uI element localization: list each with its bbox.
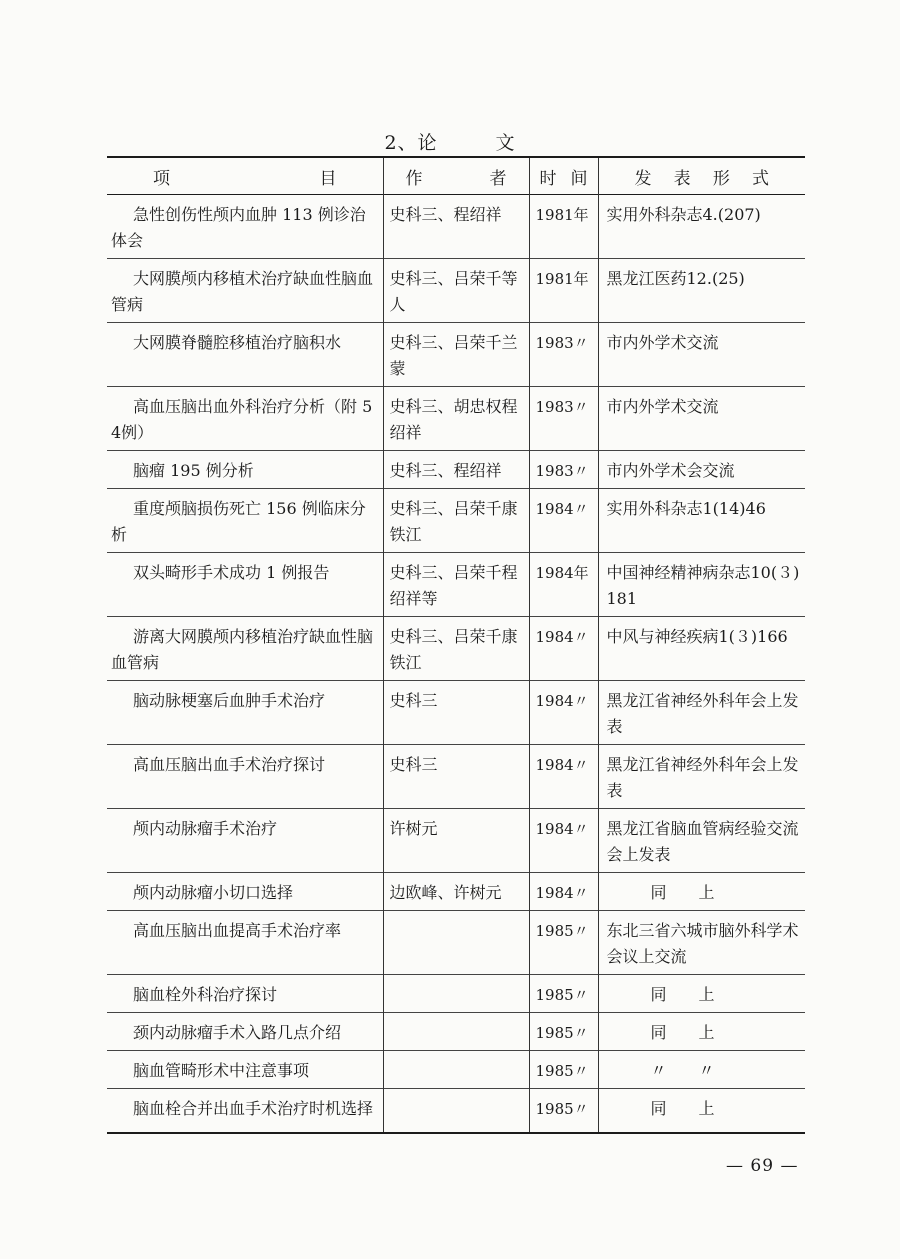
row-venue: 同 上 <box>598 873 805 911</box>
row-year: 1983〃 <box>529 323 598 387</box>
table-row <box>107 617 805 681</box>
row-author <box>383 911 529 975</box>
section-title-word: 文 <box>495 132 516 154</box>
row-year: 1984〃 <box>529 681 598 745</box>
row-title: 脑血栓合并出血手术治疗时机选择 <box>133 1099 374 1118</box>
row-title: 双头畸形手术成功 1 例报告 <box>133 563 330 582</box>
row-year: 1984〃 <box>529 873 598 911</box>
table-row <box>107 451 805 489</box>
row-year: 1985〃 <box>529 1089 598 1133</box>
table-row <box>107 323 805 387</box>
row-author <box>383 1089 529 1133</box>
row-venue: 黑龙江省神经外科年会上发表 <box>598 745 805 809</box>
row-author <box>383 1051 529 1089</box>
row-author: 史科三、吕荣千康铁江 <box>383 617 529 681</box>
header-item: 项 目 <box>153 168 337 189</box>
table-row <box>107 1089 805 1133</box>
row-year: 1983〃 <box>529 451 598 489</box>
row-year: 1984〃 <box>529 489 598 553</box>
row-title: 大网膜颅内移植术治疗缺血性脑血管病 <box>111 269 374 314</box>
row-venue: 市内外学术交流 <box>598 387 805 451</box>
row-author: 史科三、吕荣千程绍祥等 <box>383 553 529 617</box>
row-venue: 同 上 <box>598 1089 805 1133</box>
table-row <box>107 195 805 259</box>
row-year: 1984年 <box>529 553 598 617</box>
row-title: 脑血栓外科治疗探讨 <box>133 985 278 1004</box>
row-venue: 东北三省六城市脑外科学术会议上交流 <box>598 911 805 975</box>
row-venue: 市内外学术交流 <box>598 323 805 387</box>
table-row <box>107 975 805 1013</box>
row-author <box>383 1013 529 1051</box>
header-author: 作 者 <box>383 157 529 195</box>
table-row <box>107 387 805 451</box>
page-number: — 69 — <box>726 1156 799 1176</box>
row-year: 1985〃 <box>529 975 598 1013</box>
header-venue: 发 表 形 式 <box>598 157 805 195</box>
row-title: 重度颅脑损伤死亡 156 例临床分析 <box>111 499 366 544</box>
row-title: 颅内动脉瘤小切口选择 <box>133 883 294 902</box>
row-title: 脑血管畸形术中注意事项 <box>133 1061 310 1080</box>
row-author: 史科三、吕荣千兰 蒙 <box>383 323 529 387</box>
row-venue: 中国神经精神病杂志10(３)181 <box>598 553 805 617</box>
table-row <box>107 681 805 745</box>
row-year: 1983〃 <box>529 387 598 451</box>
row-author: 史科三、程绍祥 <box>383 195 529 259</box>
row-venue: 中风与神经疾病1(３)166 <box>598 617 805 681</box>
row-venue: 黑龙江省脑血管病经验交流会上发表 <box>598 809 805 873</box>
row-title: 脑动脉梗塞后血肿手术治疗 <box>133 691 326 710</box>
section-title <box>0 128 900 155</box>
row-year: 1981年 <box>529 195 598 259</box>
row-author: 史科三 <box>383 681 529 745</box>
row-author: 边欧峰、许树元 <box>383 873 529 911</box>
row-venue: 〃 〃 <box>598 1051 805 1089</box>
row-author: 许树元 <box>383 809 529 873</box>
row-venue: 实用外科杂志1(14)46 <box>598 489 805 553</box>
table-row <box>107 259 805 323</box>
row-year: 1984〃 <box>529 745 598 809</box>
table-row <box>107 489 805 553</box>
row-title: 游离大网膜颅内移植治疗缺血性脑血管病 <box>111 627 374 672</box>
row-year: 1984〃 <box>529 617 598 681</box>
row-title: 高血压脑出血提高手术治疗率 <box>133 921 342 940</box>
table-row <box>107 553 805 617</box>
row-year: 1981年 <box>529 259 598 323</box>
row-year: 1985〃 <box>529 1051 598 1089</box>
row-title: 大网膜脊髓腔移植治疗脑积水 <box>133 333 342 352</box>
table-row <box>107 1013 805 1051</box>
table-row <box>107 745 805 809</box>
row-title: 急性创伤性颅内血肿 113 例诊治体会 <box>111 205 366 250</box>
table-row <box>107 1051 805 1089</box>
header-time: 时 间 <box>529 157 598 195</box>
row-venue: 同 上 <box>598 1013 805 1051</box>
table-row <box>107 911 805 975</box>
publications-table <box>107 156 805 1134</box>
row-author: 史科三 <box>383 745 529 809</box>
row-venue: 黑龙江医药12.(25) <box>598 259 805 323</box>
row-author: 史科三、吕荣千康铁江 <box>383 489 529 553</box>
row-venue: 同 上 <box>598 975 805 1013</box>
row-author: 史科三、程绍祥 <box>383 451 529 489</box>
row-title: 高血压脑出血手术治疗探讨 <box>133 755 326 774</box>
row-author: 史科三、吕荣千等人 <box>383 259 529 323</box>
row-year: 1985〃 <box>529 911 598 975</box>
table-row <box>107 809 805 873</box>
row-title: 脑瘤 195 例分析 <box>133 461 254 480</box>
table-header-row <box>107 157 805 195</box>
row-venue: 市内外学术会交流 <box>598 451 805 489</box>
row-year: 1984〃 <box>529 809 598 873</box>
row-title: 颅内动脉瘤手术治疗 <box>133 819 278 838</box>
row-venue: 实用外科杂志4.(207) <box>598 195 805 259</box>
row-author <box>383 975 529 1013</box>
row-year: 1985〃 <box>529 1013 598 1051</box>
row-venue: 黑龙江省神经外科年会上发表 <box>598 681 805 745</box>
table-row <box>107 873 805 911</box>
section-title-number: 2、论 <box>384 132 438 154</box>
row-title: 颈内动脉瘤手术入路几点介绍 <box>133 1023 342 1042</box>
row-title: 高血压脑出血外科治疗分析（附 54例） <box>111 397 373 442</box>
row-author: 史科三、胡忠权程绍祥 <box>383 387 529 451</box>
